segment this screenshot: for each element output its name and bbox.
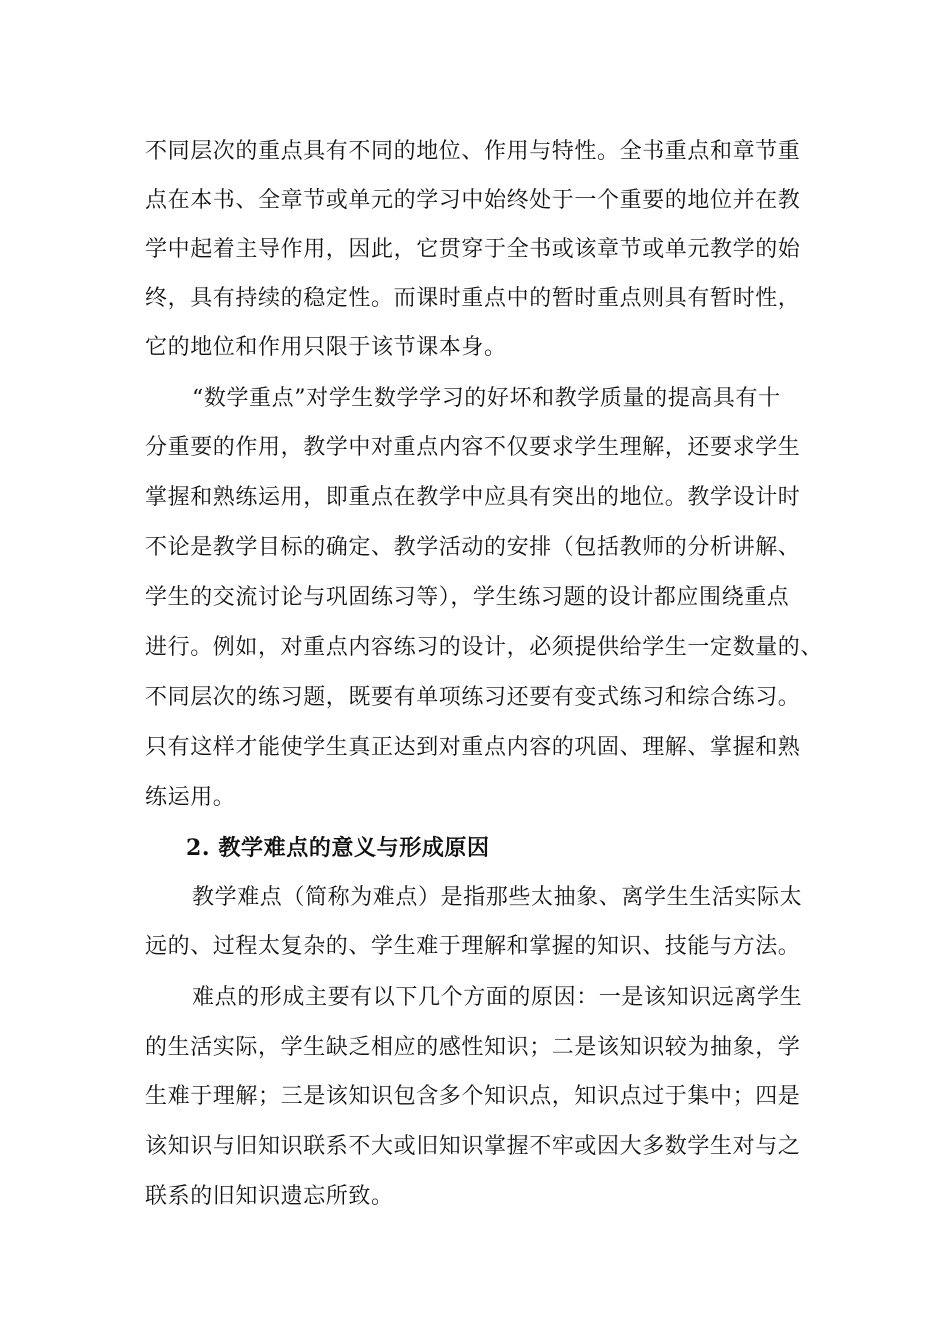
paragraph-2-line-6: 进行。例如，对重点内容练习的设计，必须提供给学生一定数量的、 <box>145 635 824 660</box>
paragraph-1-line-3: 学中起着主导作用，因此，它贯穿于全书或该章节或单元教学的始 <box>145 237 801 262</box>
paragraph-1-line-2: 点在本书、全章节或单元的学习中始终处于一个重要的地位并在教 <box>145 188 801 213</box>
paragraph-1-line-4: 终，具有持续的稳定性。而课时重点中的暂时重点则具有暂时性， <box>145 286 801 311</box>
paragraph-4-line-2: 的生活实际，学生缺乏相应的感性知识；二是该知识较为抽象，学 <box>145 1035 801 1060</box>
paragraph-2-line-7: 不同层次的练习题，既要有单项练习还要有变式练习和综合练习。 <box>145 685 801 710</box>
paragraph-1-line-5: 它的地位和作用只限于该节课本身。 <box>145 335 507 360</box>
paragraph-2-line-3: 掌握和熟练运用，即重点在教学中应具有突出的地位。教学设计时 <box>145 485 801 510</box>
paragraph-2-line-5: 学生的交流讨论与巩固练习等），学生练习题的设计都应围绕重点 <box>145 585 790 610</box>
section-heading: 2. 教学难点的意义与形成原因 <box>186 835 490 861</box>
paragraph-2-line-9: 练运用。 <box>145 785 236 810</box>
paragraph-2-line-4: 不论是教学目标的确定、教学活动的安排（包括教师的分析讲解、 <box>145 535 801 560</box>
paragraph-4-line-5: 联系的旧知识遗忘所致。 <box>145 1184 394 1209</box>
paragraph-1-line-1: 不同层次的重点具有不同的地位、作用与特性。全书重点和章节重 <box>145 139 801 164</box>
paragraph-4-line-3: 生难于理解；三是该知识包含多个知识点，知识点过于集中；四是 <box>145 1084 801 1109</box>
paragraph-3-line-2: 远的、过程太复杂的、学生难于理解和掌握的知识、技能与方法。 <box>145 934 801 959</box>
paragraph-4-line-4: 该知识与旧知识联系不大或旧知识掌握不牢或因大多数学生对与之 <box>145 1134 801 1159</box>
paragraph-2-line-1: “数学重点”对学生数学学习的好坏和教学质量的提高具有十 <box>192 386 781 411</box>
paragraph-2-line-2: 分重要的作用，教学中对重点内容不仅要求学生理解，还要求学生 <box>145 435 801 460</box>
paragraph-4-line-1: 难点的形成主要有以下几个方面的原因：一是该知识远离学生 <box>192 985 803 1010</box>
paragraph-2-line-8: 只有这样才能使学生真正达到对重点内容的巩固、理解、掌握和熟 <box>145 735 801 760</box>
paragraph-3-line-1: 教学难点（简称为难点）是指那些太抽象、离学生生活实际太 <box>192 885 803 910</box>
